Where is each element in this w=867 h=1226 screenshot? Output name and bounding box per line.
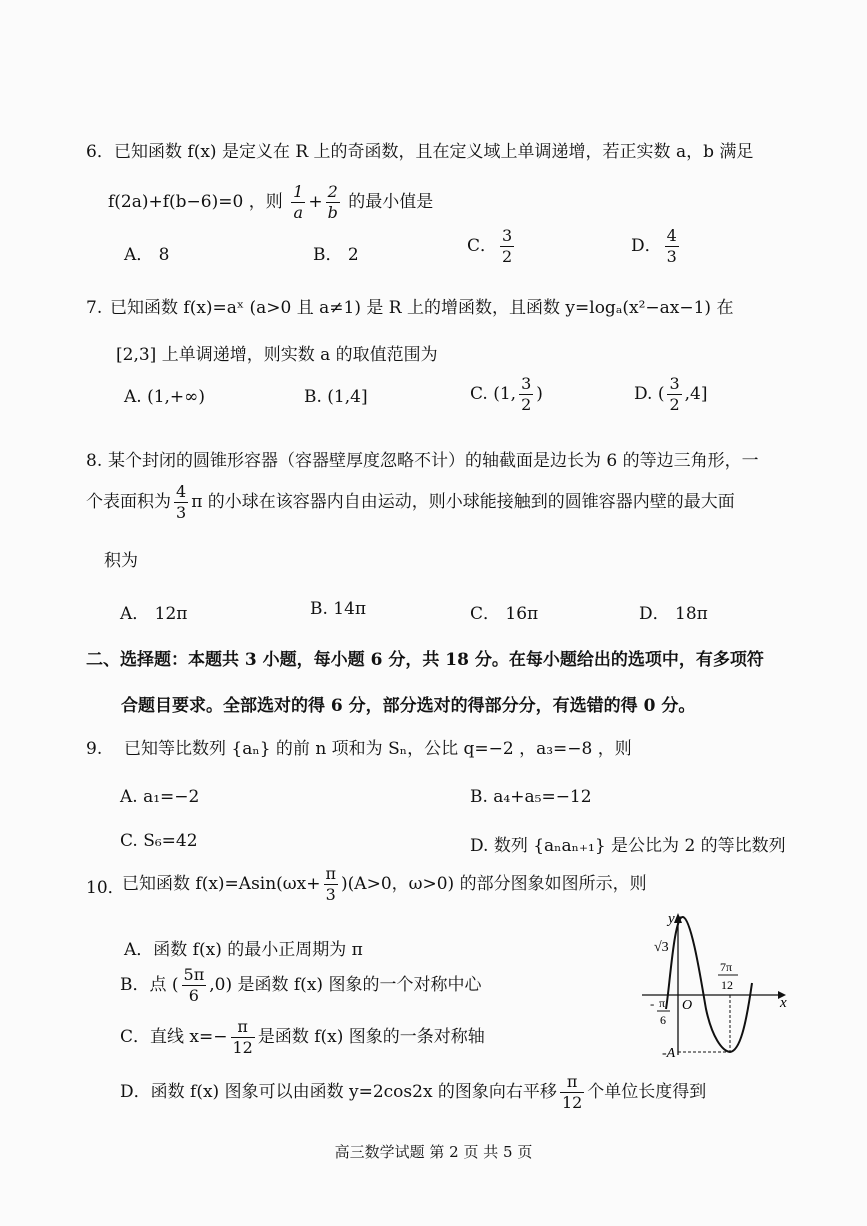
q10-stem — [122, 866, 647, 903]
q6-stem-end: 的最小值是 — [348, 192, 434, 212]
q10-stem-b: )(A>0，ω>0) 的部分图象如图所示，则 — [341, 874, 647, 894]
q6-number: 6． — [86, 142, 114, 162]
y-axis-label: y — [668, 911, 675, 927]
q10-option-c[interactable]: C．直线 x=− $\frac{\pi}{12}$ 是函数 f(x) 图象的一条对称轴 — [120, 1017, 485, 1057]
q6-option-c[interactable]: C． $\frac{3}{2}$ — [467, 226, 513, 266]
q7-option-d[interactable]: D. ( $\frac{3}{2}$ ,4] — [634, 374, 708, 414]
q8-stem-line3: 积为 — [104, 551, 138, 571]
q8-option-b[interactable]: B. 14π — [310, 599, 367, 619]
sqrt3-label: √3 — [654, 940, 669, 955]
q8-option-d[interactable]: D． 18π — [639, 604, 708, 624]
q8-stem-line1: 某个封闭的圆锥形容器（容器壁厚度忽略不计）的轴截面是边长为 6 的等边三角形，一 — [108, 451, 759, 471]
q9-option-a[interactable]: A. a₁=−2 — [120, 787, 200, 807]
plus-sign: + — [308, 192, 323, 212]
q8-option-c[interactable]: C． 16π — [470, 604, 539, 624]
q7-option-c[interactable]: C. (1, $\frac{3}{2}$ ) — [470, 374, 543, 414]
q6-frac-2-b: $\frac{2}{b}$ — [327, 182, 338, 222]
page-footer: 高三数学试题 第 2 页 共 5 页 — [334, 1143, 533, 1161]
q7-option-b[interactable]: B. (1,4] — [304, 387, 368, 407]
q9-option-b[interactable]: B. a₄+a₅=−12 — [470, 787, 592, 807]
q7-number: 7. — [86, 298, 103, 318]
neg-a-label: -A — [662, 1046, 676, 1061]
origin-label: O — [682, 998, 693, 1013]
q6-frac-1-a: $\frac{1}{a}$ — [293, 182, 304, 222]
section-2-instructions: 合题目要求。全部选对的得 6 分，部分选对的得部分分，有选错的得 0 分。 — [121, 696, 696, 716]
section-2-header: 二、选择题：本题共 3 小题，每小题 6 分，共 18 分。在每小题给出的选项中，有多项符 — [86, 650, 764, 670]
x-axis-label: x — [780, 995, 787, 1011]
q10-frac: $\frac{\pi}{3}$ — [325, 864, 337, 904]
q10-number: 10． — [86, 878, 125, 898]
q9-option-c[interactable]: C. S₆=42 — [120, 831, 198, 851]
neg-sign: - — [650, 996, 655, 1011]
sine-curve — [666, 917, 752, 1052]
q10-option-d[interactable]: D．函数 f(x) 图象可以由函数 y=2cos2x 的图象向右平移 $\frac{\pi}{12}$ 个单位长度得到 — [120, 1072, 707, 1112]
q7-stem-line1: 已知函数 f(x)=aˣ (a>0 且 a≠1) 是 R 上的增函数，且函数 y=logₐ(x²−ax−1) 在 — [110, 298, 734, 318]
q10-stem-a: 已知函数 f(x)=Asin(ωx+ — [122, 874, 321, 894]
q6-option-a[interactable]: A． 8 — [124, 245, 170, 265]
q6-equation: f(2a)+f(b−6)=0 ，则 — [108, 192, 283, 212]
neg-pi-numerator: π — [659, 996, 666, 1010]
seven-pi-denominator: 12 — [721, 978, 733, 992]
q6-option-b[interactable]: B． 2 — [313, 245, 359, 265]
q10-option-a[interactable]: A．函数 f(x) 的最小正周期为 π — [124, 940, 363, 960]
q8-text-b: π 的小球在该容器内自由运动，则小球能接触到的圆锥容器内壁的最大面 — [191, 492, 735, 512]
neg-pi-denominator: 6 — [660, 1013, 666, 1027]
q8-text-a: 个表面积为 — [86, 492, 171, 512]
q7-stem-line2: [2,3] 上单调递增，则实数 a 的取值范围为 — [116, 345, 438, 365]
q9-option-d[interactable]: D. 数列 {aₙaₙ₊₁} 是公比为 2 的等比数列 — [470, 836, 786, 856]
q9-number: 9. — [86, 739, 103, 759]
q8-number: 8. — [86, 451, 103, 471]
q9-stem: 已知等比数列 {aₙ} 的前 n 项和为 Sₙ，公比 q=−2 ，a₃=−8 ，则 — [124, 739, 632, 759]
q10-option-b[interactable]: B．点 ( $\frac{5\pi}{6}$ ,0) 是函数 f(x) 图象的一个对称中心 — [120, 965, 482, 1005]
q8-option-a[interactable]: A． 12π — [120, 604, 188, 624]
q6-option-d[interactable]: D． $\frac{4}{3}$ — [631, 226, 677, 266]
q6-stem-line1: 已知函数 f(x) 是定义在 R 上的奇函数，且在定义域上单调递增，若正实数 a，b 满足 — [114, 142, 754, 162]
q8-stem-line2 — [86, 484, 735, 521]
seven-pi-numerator: 7π — [720, 960, 733, 974]
q6-stem-line2 — [108, 184, 433, 221]
q10-sine-graph — [640, 905, 790, 1065]
q8-frac: $\frac{4}{3}$ — [176, 482, 187, 522]
q7-option-a[interactable]: A. (1,+∞) — [124, 387, 205, 407]
